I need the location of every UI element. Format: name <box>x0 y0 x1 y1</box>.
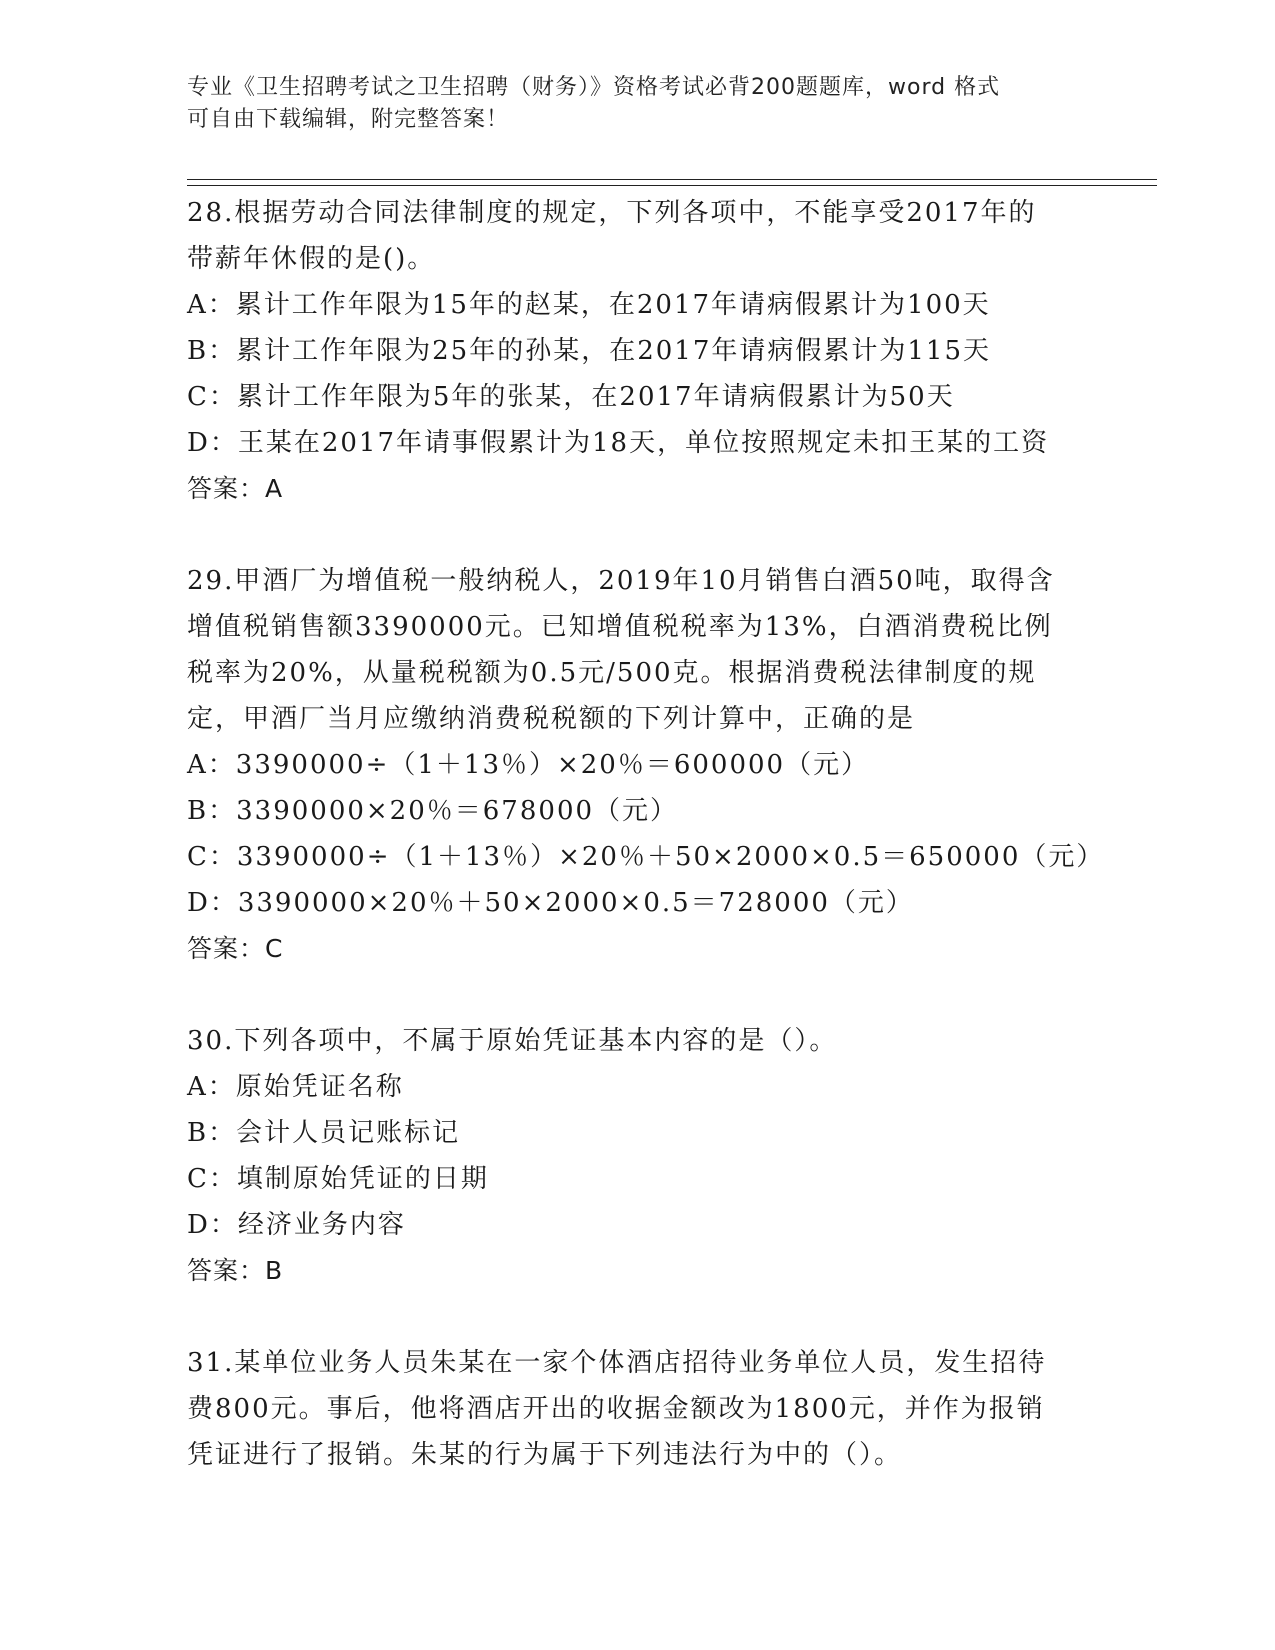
question-29 <box>187 558 1105 972</box>
answer: 答案：A <box>187 474 284 503</box>
question-30 <box>187 1018 1087 1294</box>
question-stem: 税率为20%，从量税税额为0.5元/500克。根据消费税法律制度的规 <box>187 658 1037 688</box>
question-stem: 28.根据劳动合同法律制度的规定，下列各项中，不能享受2017年的 <box>187 198 1037 228</box>
question-stem: 增值税销售额3390000元。已知增值税税率为13%，白酒消费税比例 <box>187 612 1053 642</box>
document-header <box>187 72 1067 136</box>
question-stem: 凭证进行了报销。朱某的行为属于下列违法行为中的（）。 <box>187 1440 903 1470</box>
question-stem: 定，甲酒厂当月应缴纳消费税税额的下列计算中，正确的是 <box>187 704 916 734</box>
question-stem: 30.下列各项中，不属于原始凭证基本内容的是（）。 <box>187 1026 838 1056</box>
header-line: 可自由下载编辑，附完整答案！ <box>187 107 510 132</box>
header-divider <box>187 179 1157 180</box>
answer: 答案：B <box>187 1256 284 1285</box>
option-c: C：填制原始凭证的日期 <box>187 1164 489 1194</box>
option-c: C：累计工作年限为5年的张某，在2017年请病假累计为50天 <box>187 382 955 412</box>
header-line: 专业《卫生招聘考试之卫生招聘（财务）》资格考试必背200题题库，word 格式 <box>187 75 1001 100</box>
question-stem: 29.甲酒厂为增值税一般纳税人，2019年10月销售白酒50吨，取得含 <box>187 566 1055 596</box>
question-list <box>187 190 1105 1524</box>
question-stem: 带薪年休假的是()。 <box>187 244 436 274</box>
question-31 <box>187 1340 1087 1478</box>
question-28 <box>187 190 1087 512</box>
answer: 答案：C <box>187 934 284 963</box>
option-c: C：3390000÷（1＋13％）×20％＋50×2000×0.5＝650000（元） <box>187 842 1105 872</box>
option-b: B：累计工作年限为25年的孙某，在2017年请病假累计为115天 <box>187 336 991 366</box>
option-d: D：王某在2017年请事假累计为18天，单位按照规定未扣王某的工资 <box>187 428 1050 458</box>
header-divider <box>187 185 1157 186</box>
option-d: D：经济业务内容 <box>187 1210 406 1240</box>
option-a: A：3390000÷（1＋13％）×20％＝600000（元） <box>187 750 870 780</box>
question-stem: 费800元。事后，他将酒店开出的收据金额改为1800元，并作为报销 <box>187 1394 1045 1424</box>
option-b: B：会计人员记账标记 <box>187 1118 461 1148</box>
question-stem: 31.某单位业务人员朱某在一家个体酒店招待业务单位人员，发生招待 <box>187 1348 1047 1378</box>
option-a: A：原始凭证名称 <box>187 1072 404 1102</box>
option-a: A：累计工作年限为15年的赵某，在2017年请病假累计为100天 <box>187 290 991 320</box>
option-d: D：3390000×20％＋50×2000×0.5＝728000（元） <box>187 888 914 918</box>
option-b: B：3390000×20％＝678000（元） <box>187 796 679 826</box>
